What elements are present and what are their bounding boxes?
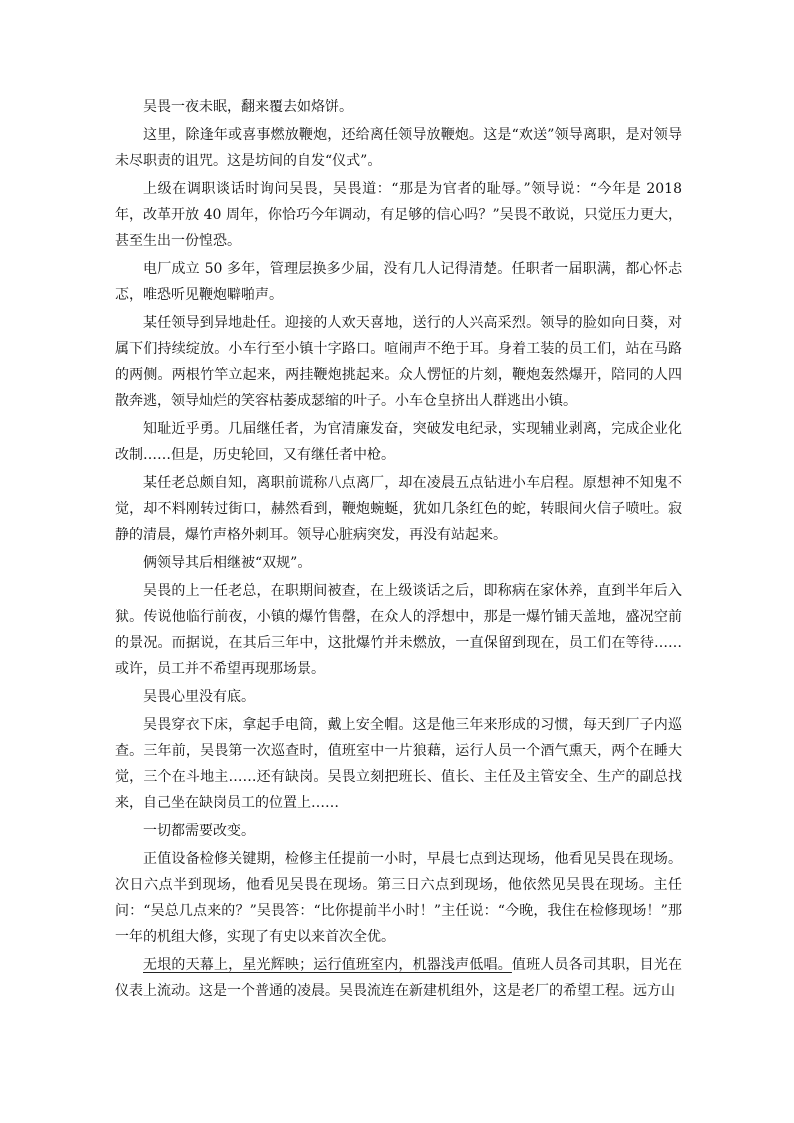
- paragraph-10: 吴畏心里没有底。: [143, 689, 255, 705]
- paragraph-11: 吴畏穿衣下床，拿起手电筒，戴上安全帽。这是他三年来形成的习惯，每天到厂子内巡查。三年前，吴畏第一次巡查时，值班室中一片狼藉，运行人员一个酒气熏天，两个在睡大觉，三个在斗地主……还有缺岗。吴畏立刻把班长、值长、主任及主管安全、生产的副总找来，自己坐在缺岗员工的位置上……: [115, 717, 682, 811]
- paragraph-7: 某任老总颇自知，离职前谎称八点离厂，却在凌晨五点钻进小车启程。原想神不知鬼不觉，却不料刚转过街口，赫然看到，鞭炮蜿蜒，犹如几条红色的蛇，转眼间火信子喷吐。寂静的清晨，爆竹声格外刺耳。领导心脏病突发，再没有站起来。: [115, 475, 682, 543]
- paragraph-13: 正值设备检修关键期，检修主任提前一小时，早晨七点到达现场，他看见吴畏在现场。次日六点半到现场，他看见吴畏在现场。第三日六点到现场，他依然见吴畏在现场。主任问：“吴总几点来的？”吴畏答：“比你提前半小时！”主任说：“今晚，我住在检修现场！”那一年的机组大修，实现了有史以来首次全优。: [115, 851, 682, 945]
- paragraph-1: 吴畏一夜未眠，翻来覆去如烙饼。: [143, 99, 353, 115]
- paragraph-6: 知耻近乎勇。几届继任者，为官清廉发奋，突破发电纪录，实现辅业剥离，完成企业化改制……但是，历史轮回，又有继任者中枪。: [115, 421, 682, 463]
- paragraph-14-rest: 值班人员各司其职，目光在仪表上流动。这是一个普通的凌晨。吴畏流连在新建机组外，这是老厂的希望工程。远方山: [115, 957, 683, 999]
- paragraph-3: 上级在调职谈话时询问吴畏，吴畏道：“那是为官者的耻辱。”领导说：“今年是 2018 年，改革开放 40 周年，你恰巧今年调动，有足够的信心吗？”吴畏不敢说，只觉压力更大，甚至生出一份惶恐。: [115, 181, 682, 249]
- paragraph-14: [115, 952, 682, 1004]
- paragraph-4: 电厂成立 50 多年，管理层换多少届，没有几人记得清楚。任职者一届职满，都心怀忐忑，唯恐听见鞭炮噼啪声。: [115, 261, 682, 303]
- underlined-sentence: 无垠的天幕上，星光辉映；运行值班室内，机器浅声低唱。: [143, 957, 512, 973]
- paragraph-9: 吴畏的上一任老总，在职期间被查，在上级谈话之后，即称病在家休养，直到半年后入狱。传说他临行前夜，小镇的爆竹售罄，在众人的浮想中，那是一爆竹铺天盖地，盛况空前的景况。而据说，在其后三年中，这批爆竹并未燃放，一直保留到现在，员工们在等待……或许，员工并不希望再现那场景。: [115, 583, 682, 677]
- paragraph-8: 俩领导其后相继被“双规”。: [143, 555, 312, 571]
- article-body: [115, 94, 682, 1006]
- paragraph-2: 这里，除逢年或喜事燃放鞭炮，还给离任领导放鞭炮。这是“欢送”领导离职，是对领导未尽职责的诅咒。这是坊间的自发“仪式”。: [115, 127, 682, 169]
- paragraph-5: 某任领导到异地赴任。迎接的人欢天喜地，送行的人兴高采烈。领导的脸如向日葵，对属下们持续绽放。小车行至小镇十字路口。喧闹声不绝于耳。身着工装的员工们，站在马路的两侧。两根竹竿立起来，两挂鞭炮挑起来。众人愣怔的片刻，鞭炮轰然爆开，陪同的人四散奔逃，领导灿烂的笑容枯萎成瑟缩的叶子。小车仓皇挤出人群逃出小镇。: [115, 315, 682, 409]
- paragraph-12: 一切都需要改变。: [143, 823, 255, 839]
